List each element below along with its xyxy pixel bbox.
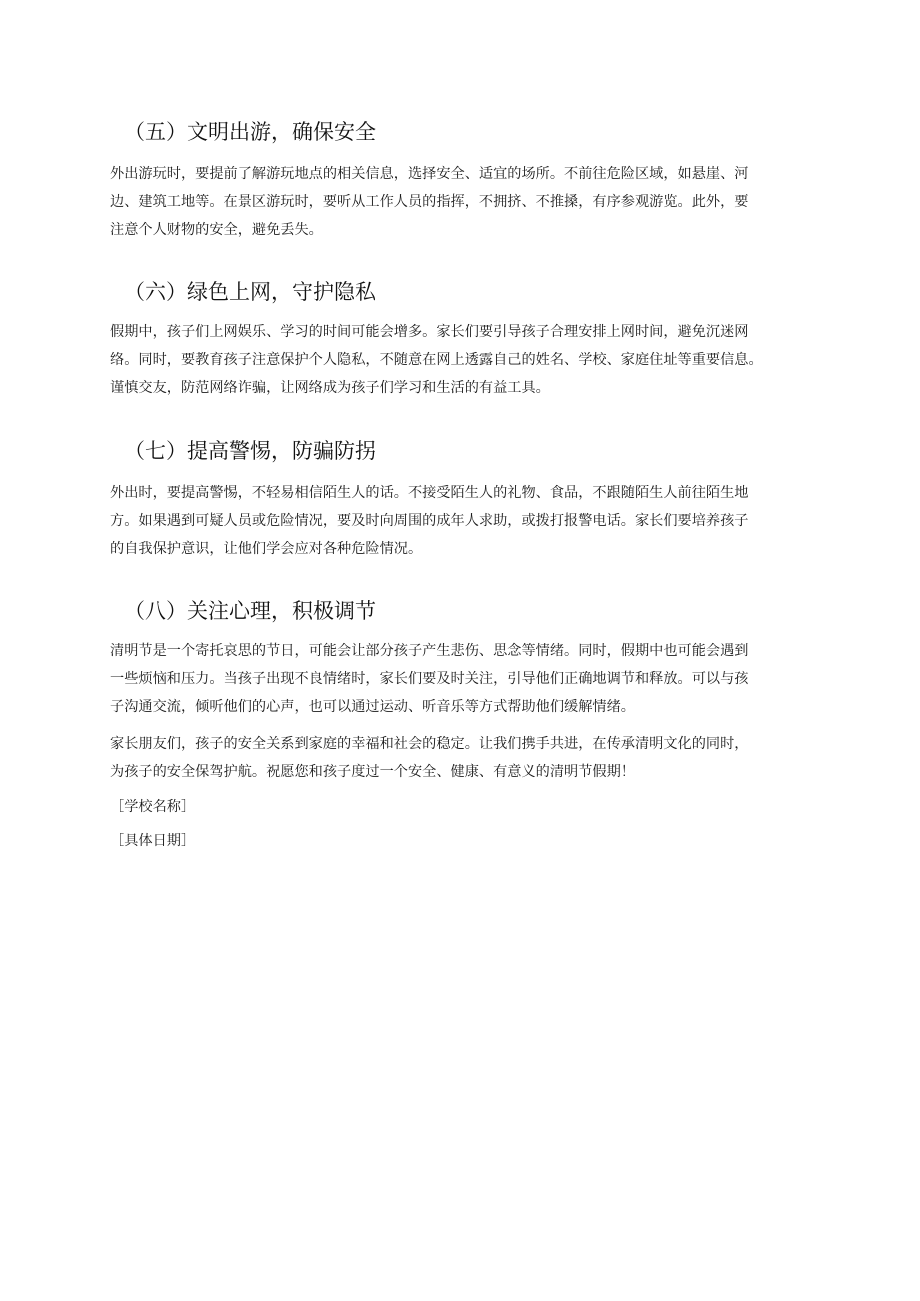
paragraph-line: 的自我保护意识，让他们学会应对各种危险情况。 [110, 541, 423, 557]
paragraph-line: 一些烦恼和压力。当孩子出现不良情绪时，家长们要及时关注，引导他们正确地调节和释放。可以与孩 [110, 671, 749, 687]
paragraph-line: 清明节是一个寄托哀思的节日，可能会让部分孩子产生悲伤、思念等情绪。同时，假期中也可能会遇到 [110, 643, 749, 659]
paragraph-line: 外出时，要提高警惕，不轻易相信陌生人的话。不接受陌生人的礼物、食品，不跟随陌生人前往陌生地 [110, 485, 749, 501]
section-paragraph-6 [110, 318, 763, 402]
section-heading-5: （五）文明出游，确保安全 [124, 120, 376, 144]
paragraph-line: 家长朋友们，孩子的安全关系到家庭的幸福和社会的稳定。让我们携手共进，在传承清明文化的同时， [110, 736, 749, 752]
paragraph-line: 方。如果遇到可疑人员或危险情况，要及时向周围的成年人求助，或拨打报警电话。家长们要培养孩子 [110, 513, 749, 529]
section-paragraph-8 [110, 637, 748, 721]
closing-paragraph [110, 730, 748, 786]
paragraph-line: 边、建筑工地等。在景区游玩时，要听从工作人员的指挥，不拥挤、不推搡，有序参观游览。此外，要 [110, 194, 749, 210]
paragraph-line: 外出游玩时，要提前了解游玩地点的相关信息，选择安全、适宜的场所。不前往危险区域，如悬崖、河 [110, 166, 749, 182]
date: ［具体日期］ [110, 833, 196, 849]
paragraph-line: 为孩子的安全保驾护航。祝愿您和孩子度过一个安全、健康、有意义的清明节假期！ [110, 764, 635, 780]
section-paragraph-7 [110, 479, 748, 563]
school-name: ［学校名称］ [110, 799, 196, 815]
paragraph-line: 子沟通交流，倾听他们的心声，也可以通过运动、听音乐等方式帮助他们缓解情绪。 [110, 699, 635, 715]
section-heading-6: （六）绿色上网，守护隐私 [124, 280, 376, 304]
paragraph-line: 注意个人财物的安全，避免丢失。 [110, 222, 323, 238]
section-heading-8: （八）关注心理，积极调节 [124, 599, 376, 623]
paragraph-line: 谨慎交友，防范网络诈骗，让网络成为孩子们学习和生活的有益工具。 [110, 380, 550, 396]
paragraph-line: 假期中，孩子们上网娱乐、学习的时间可能会增多。家长们要引导孩子合理安排上网时间，避免沉迷网 [110, 324, 749, 340]
paragraph-line: 络。同时，要教育孩子注意保护个人隐私，不随意在网上透露自己的姓名、学校、家庭住址等重要信息。 [110, 352, 763, 368]
section-heading-7: （七）提高警惕，防骗防拐 [124, 439, 376, 463]
section-paragraph-5 [110, 160, 748, 244]
